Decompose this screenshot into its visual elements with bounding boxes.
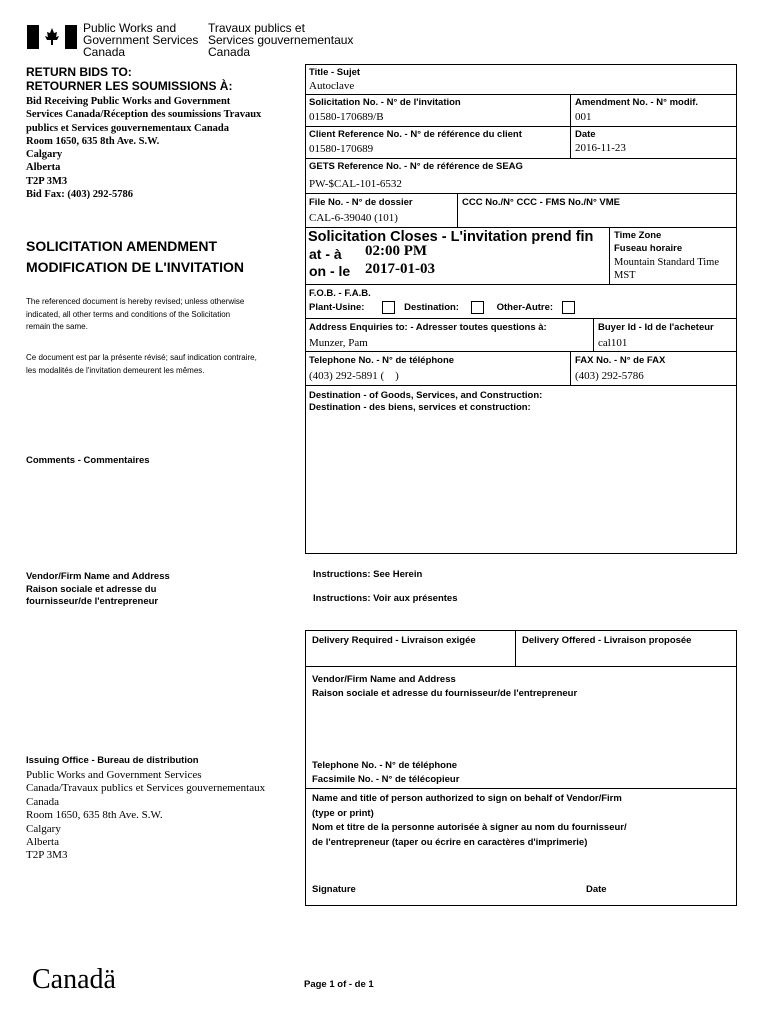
note-line: remain the same. — [26, 322, 88, 331]
date-label: Date — [575, 129, 596, 140]
file-no-label: File No. - N° de dossier — [309, 197, 413, 208]
vendor-firm-label — [312, 673, 577, 701]
authorized-person-label — [312, 792, 627, 850]
address-line: Room 1650, 635 8th Ave. S.W. — [26, 135, 160, 147]
dept-fr-line: Travaux publics et — [208, 21, 305, 35]
page-number: Page 1 of - de 1 — [304, 979, 374, 990]
tz-label-fr: Fuseau horaire — [614, 243, 683, 254]
comments-label: Comments - Commentaires — [26, 455, 150, 466]
amendment-note-en — [26, 296, 244, 334]
amendment-no-value: 001 — [575, 111, 592, 123]
tz-label-en: Time Zone — [614, 230, 662, 241]
closes-on-value: 2017-01-03 — [365, 261, 435, 277]
destination-label: Destination: — [404, 302, 459, 314]
amendment-note-fr — [26, 352, 257, 377]
closes-on-label: on - le — [309, 263, 351, 279]
vendor-label-line: Vendor/Firm Name and Address — [26, 571, 170, 582]
title-value: Autoclave — [309, 80, 355, 92]
address-line: Services Canada/Réception des soumissions Travaux — [26, 109, 262, 121]
solicitation-closes-title: Solicitation Closes - L'invitation prend fin — [308, 229, 594, 245]
vendor-label-line: Raison sociale et adresse du — [26, 583, 157, 595]
instructions-en: Instructions: See Herein — [313, 569, 423, 580]
address-line: Alberta — [26, 836, 59, 849]
solicitation-no-value: 01580-170689/B — [309, 111, 384, 123]
address-line: Calgary — [26, 822, 61, 835]
vendor-firm-line: Raison sociale et adresse du fournisseur/de l'entrepreneur — [312, 688, 578, 699]
plant-checkbox[interactable] — [382, 301, 395, 314]
return-bids-title-en: RETURN BIDS TO: — [26, 65, 132, 79]
bid-fax: Bid Fax: (403) 292-5786 — [26, 189, 134, 201]
note-line: indicated, all other terms and conditions of the Solicitation — [26, 309, 231, 319]
ccc-no-label: CCC No./N° CCC - FMS No./N° VME — [462, 197, 621, 208]
dept-en-line: Canada — [83, 45, 126, 59]
vendor-label-line: fournisseur/de l'entrepreneur — [26, 596, 159, 607]
amendment-title-en: SOLICITATION AMENDMENT — [26, 238, 218, 254]
closes-at-label: at - à — [309, 246, 342, 262]
fax-label: FAX No. - N° de FAX — [575, 355, 666, 366]
gets-ref-value: PW-$CAL-101-6532 — [309, 178, 402, 190]
government-signature — [27, 22, 357, 62]
other-label: Other-Autre: — [496, 302, 554, 314]
authorized-line: Name and title of person authorized to sign on behalf of Vendor/Firm — [312, 793, 622, 804]
fob-label: F.O.B. - F.A.B. — [309, 288, 371, 299]
signature-date-label: Date — [586, 884, 607, 895]
address-line: publics et Services gouvernementaux Canada — [26, 122, 229, 134]
time-zone-label — [614, 229, 682, 255]
dept-en-line: Public Works and — [83, 21, 177, 35]
plant-label: Plant-Usine: — [309, 302, 365, 314]
destination-checkbox[interactable] — [471, 301, 484, 314]
tz-value-code: MST — [614, 270, 636, 281]
time-zone-value — [614, 256, 719, 282]
signature-label: Signature — [312, 884, 356, 895]
enquiries-label: Address Enquiries to: - Adresser toutes questions à: — [309, 322, 547, 333]
issuing-office-address — [26, 769, 265, 863]
note-line: les modalités de l'invitation demeurent les mêmes. — [26, 365, 205, 375]
note-line: Ce document est par la présente révisé; sauf indication contraire, — [26, 353, 257, 362]
dest-goods-en: Destination - of Goods, Services, and Construction: — [309, 390, 543, 401]
department-name-fr — [208, 22, 353, 58]
authorized-line: Nom et titre de la personne autorisée à signer au nom du fournisseur/ — [312, 822, 627, 833]
client-ref-label: Client Reference No. - N° de référence du client — [309, 129, 522, 140]
title-label: Title - Sujet — [309, 67, 361, 78]
address-line: Public Works and Government Services — [26, 769, 202, 781]
address-line: Alberta — [26, 162, 61, 174]
dept-fr-line: Canada — [208, 45, 251, 59]
dest-goods-fr: Destination - des biens, services et construction: — [309, 402, 531, 413]
buyer-id-value: cal101 — [598, 337, 628, 349]
gets-ref-label: GETS Reference No. - N° de référence de SEAG — [309, 161, 523, 172]
note-line: The referenced document is hereby revised; unless otherwise — [26, 297, 245, 306]
buyer-id-label: Buyer Id - Id de l'acheteur — [598, 322, 714, 333]
address-line: Canada/Travaux publics et Services gouvernementaux — [26, 782, 266, 795]
other-checkbox[interactable] — [562, 301, 575, 314]
vendor-facsimile-label: Facsimile No. - N° de télécopieur — [312, 774, 460, 785]
return-bids-title-fr: RETOURNER LES SOUMISSIONS À: — [26, 79, 233, 93]
vendor-name-label — [26, 571, 170, 609]
client-ref-value: 01580-170689 — [309, 143, 374, 155]
solicitation-no-label: Solicitation No. - N° de l'invitation — [309, 97, 461, 108]
fob-options — [309, 301, 575, 314]
address-line: Calgary — [26, 149, 63, 161]
return-bids-title — [26, 65, 232, 93]
amendment-no-label: Amendment No. - N° modif. — [575, 97, 699, 108]
address-line: Room 1650, 635 8th Ave. S.W. — [26, 809, 163, 822]
address-line: T2P 3M3 — [26, 849, 68, 862]
enquiries-value: Munzer, Pam — [309, 337, 368, 349]
tz-value-name: Mountain Standard Time — [614, 257, 720, 268]
file-no-value: CAL-6-39040 (101) — [309, 212, 398, 224]
vendor-telephone-label: Telephone No. - N° de téléphone — [312, 760, 458, 771]
authorized-line: de l'entrepreneur (taper ou écrire en caractères d'imprimerie) — [312, 836, 588, 848]
telephone-label: Telephone No. - N° de téléphone — [309, 355, 455, 366]
closes-at-value: 02:00 PM — [365, 243, 428, 259]
issuing-office-label: Issuing Office - Bureau de distribution — [26, 755, 199, 766]
destination-goods-label — [309, 390, 542, 414]
dept-en-line: Government Services — [83, 33, 199, 47]
date-value: 2016-11-23 — [575, 142, 626, 154]
address-line: Bid Receiving Public Works and Government — [26, 96, 231, 107]
fax-value: (403) 292-5786 — [575, 370, 644, 382]
telephone-value: (403) 292-5891 ( ) — [309, 370, 399, 382]
dept-fr-line: Services gouvernementaux — [208, 33, 354, 47]
vendor-contact-labels — [312, 759, 459, 787]
department-name-en — [83, 22, 198, 58]
authorized-line: (type or print) — [312, 807, 374, 819]
instructions-fr: Instructions: Voir aux présentes — [313, 593, 458, 604]
canada-flag-icon — [27, 25, 77, 49]
delivery-required-label: Delivery Required - Livraison exigée — [312, 635, 476, 646]
delivery-offered-label: Delivery Offered - Livraison proposée — [522, 635, 692, 646]
vendor-firm-line: Vendor/Firm Name and Address — [312, 674, 456, 685]
return-bids-address — [26, 95, 261, 201]
address-line: Canada — [26, 795, 59, 808]
amendment-title — [26, 236, 244, 278]
amendment-title-fr: MODIFICATION DE L'INVITATION — [26, 259, 244, 275]
canada-wordmark: Canadä — [32, 964, 116, 995]
address-line: T2P 3M3 — [26, 175, 68, 187]
